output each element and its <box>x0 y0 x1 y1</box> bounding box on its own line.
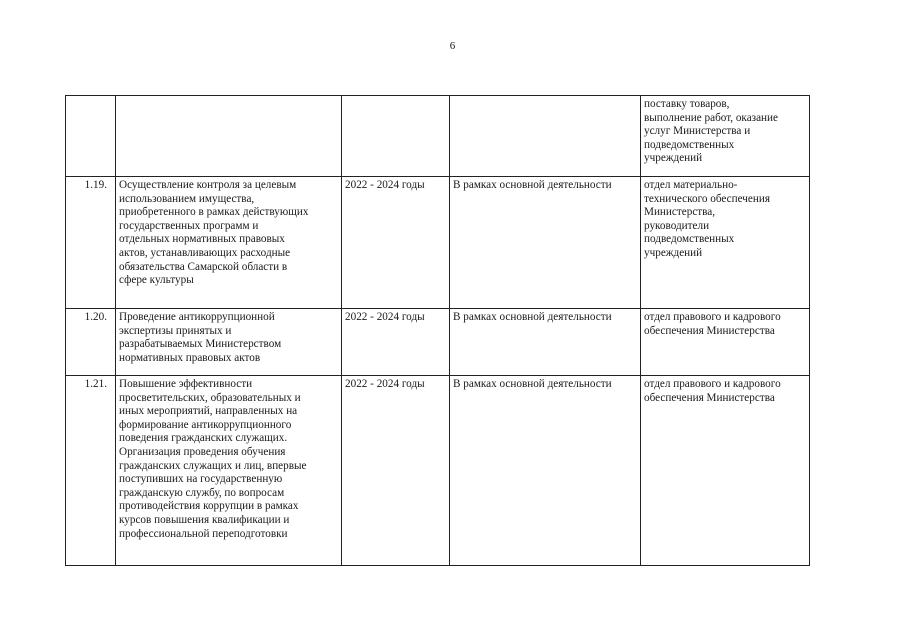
funding-cell: В рамках основной деятельности <box>450 376 641 566</box>
action-cell <box>116 96 342 177</box>
funding-cell: В рамках основной деятельности <box>450 309 641 376</box>
measures-table-container <box>65 95 809 566</box>
period-cell <box>342 96 450 177</box>
row-number-cell: 1.20. <box>66 309 116 376</box>
page-number: 6 <box>449 40 456 52</box>
action-cell: Проведение антикоррупционной экспертизы принятых и разрабатываемых Министерством нормативных правовых актов <box>116 309 342 376</box>
table-row <box>66 96 810 177</box>
row-number-cell: 1.21. <box>66 376 116 566</box>
responsible-cell: отдел материально- технического обеспечения Министерства, руководители подведомственных учреждений <box>641 177 810 309</box>
responsible-cell: поставку товаров, выполнение работ, оказание услуг Министерства и подведомственных учреждений <box>641 96 810 177</box>
table-row <box>66 376 810 566</box>
period-cell: 2022 - 2024 годы <box>342 376 450 566</box>
measures-table <box>65 95 810 566</box>
period-cell: 2022 - 2024 годы <box>342 309 450 376</box>
responsible-cell: отдел правового и кадрового обеспечения Министерства <box>641 309 810 376</box>
funding-cell: В рамках основной деятельности <box>450 177 641 309</box>
table-row <box>66 309 810 376</box>
funding-cell <box>450 96 641 177</box>
action-cell: Повышение эффективности просветительских, образовательных и иных мероприятий, направленных на формирование антикоррупционного поведения гражданских служащих. Организация проведения обучения гражданских служащих и лиц, впервые поступивших на государственную гражданскую службу, по вопросам противодействия коррупции в рамках курсов повышения квалификации и профессиональной переподготовки <box>116 376 342 566</box>
row-number-cell <box>66 96 116 177</box>
table-row <box>66 177 810 309</box>
action-cell: Осуществление контроля за целевым использованием имущества, приобретенного в рамках действующих государственных программ и отдельных нормативных правовых актов, устанавливающих расходные обязательства Самарской области в сфере культуры <box>116 177 342 309</box>
responsible-cell: отдел правового и кадрового обеспечения Министерства <box>641 376 810 566</box>
row-number-cell: 1.19. <box>66 177 116 309</box>
period-cell: 2022 - 2024 годы <box>342 177 450 309</box>
